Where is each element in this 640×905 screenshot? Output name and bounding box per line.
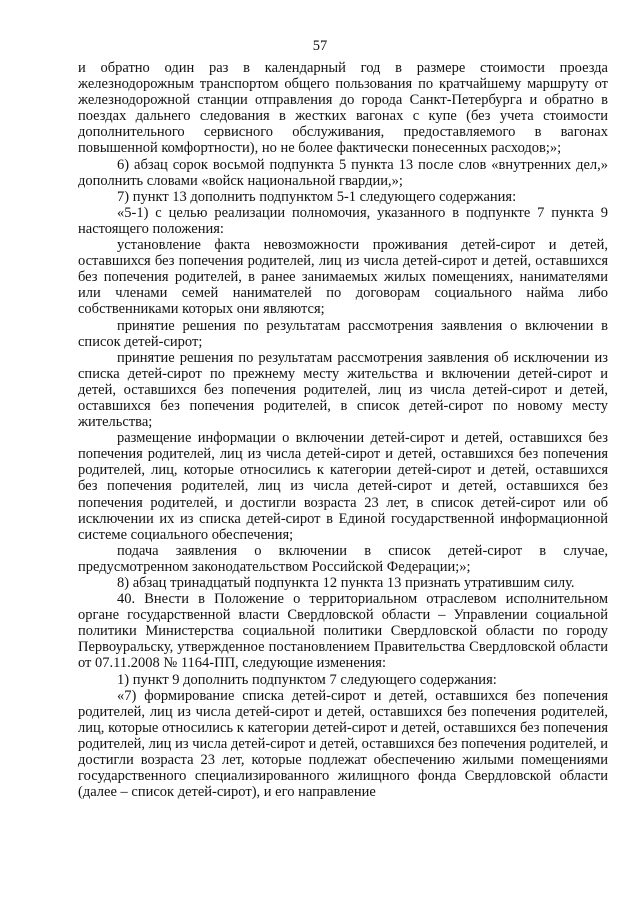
paragraph: 40. Внести в Положение о территориальном отраслевом исполнительном органе государственной власти Свердловской области – Управлении социальной политики Министерства социальной политики Свердловской области по городу Первоуральску, утвержденное постановлением Правительства Свердловской области от 07.11.2008 № 1164-ПП, следующие изменения:	[78, 591, 608, 672]
paragraph: принятие решения по результатам рассмотрения заявления об исключении из списка детей-сирот по прежнему месту жительства и включении детей-сирот и детей, оставшихся без попечения родителей, лиц из числа детей-сирот и детей, оставшихся без попечения родителей, в список детей-сирот по новому месту жительства;	[78, 349, 608, 431]
paragraph: подача заявления о включении в список детей-сирот в случае, предусмотренном законодательством Российской Федерации;»;	[78, 542, 608, 575]
paragraph-continuation: и обратно один раз в календарный год в размере стоимости проезда железнодорожным транспортом общего пользования по кратчайшему маршруту от железнодорожной станции отправления до города Санкт-Петербурга и обратно в поездах дальнего следования в жестких вагонах с купе (без учета стоимости дополнительного сервисного обслуживания, предоставляемого в вагонах повышенной комфортности), но не более фактически понесенных расходов;»;	[78, 60, 608, 157]
paragraph: 1) пункт 9 дополнить подпунктом 7 следующего содержания:	[117, 671, 497, 688]
document-body	[78, 60, 608, 800]
paragraph: 8) абзац тринадцатый подпункта 12 пункта 13 признать утратившим силу.	[117, 575, 575, 591]
paragraph: «5-1) с целью реализации полномочия, указанного в подпункте 7 пункта 9 настоящего положения:	[78, 204, 608, 237]
paragraph: установление факта невозможности проживания детей-сирот и детей, оставшихся без попечения родителей, лиц из числа детей-сирот и детей, оставшихся без попечения родителей, в ранее занимаемых жилых помещениях, нанимателями или членами семей нанимателей по договорам социального найма либо собственниками которых они являются;	[78, 237, 608, 318]
paragraph: 7) пункт 13 дополнить подпунктом 5-1 следующего содержания:	[117, 188, 517, 205]
paragraph: 6) абзац сорок восьмой подпункта 5 пункта 13 после слов «внутренних дел,» дополнить словами «войск национальной гвардии,»;	[78, 156, 608, 189]
page-number: 57	[312, 38, 328, 54]
paragraph: принятие решения по результатам рассмотрения заявления о включении в список детей-сирот;	[78, 317, 608, 350]
paragraph: размещение информации о включении детей-сирот и детей, оставшихся без попечения родителей, лиц из числа детей-сирот и детей, оставшихся без попечения родителей, лиц, которые относились к категории детей-сирот и детей, оставшихся без попечения родителей, лиц из числа детей-сирот и детей, оставшихся без попечения родителей, и достигли возраста 23 лет, в список детей-сирот или об исключении их из списка детей-сирот в Единой государственной информационной системе социального обеспечения;	[78, 430, 608, 543]
paragraph: «7) формирование списка детей-сирот и детей, оставшихся без попечения родителей, лиц из числа детей-сирот и детей, оставшихся без попечения родителей, лиц, которые относились к категории детей-сирот и детей, оставшихся без попечения родителей, лиц из числа детей-сирот и детей, оставшихся без попечения родителей, и достигли возраста 23 лет, которые подлежат обеспечению жилыми помещениями государственного специализированного жилищного фонда Свердловской области (далее – список детей-сирот), и его направление	[78, 687, 608, 801]
